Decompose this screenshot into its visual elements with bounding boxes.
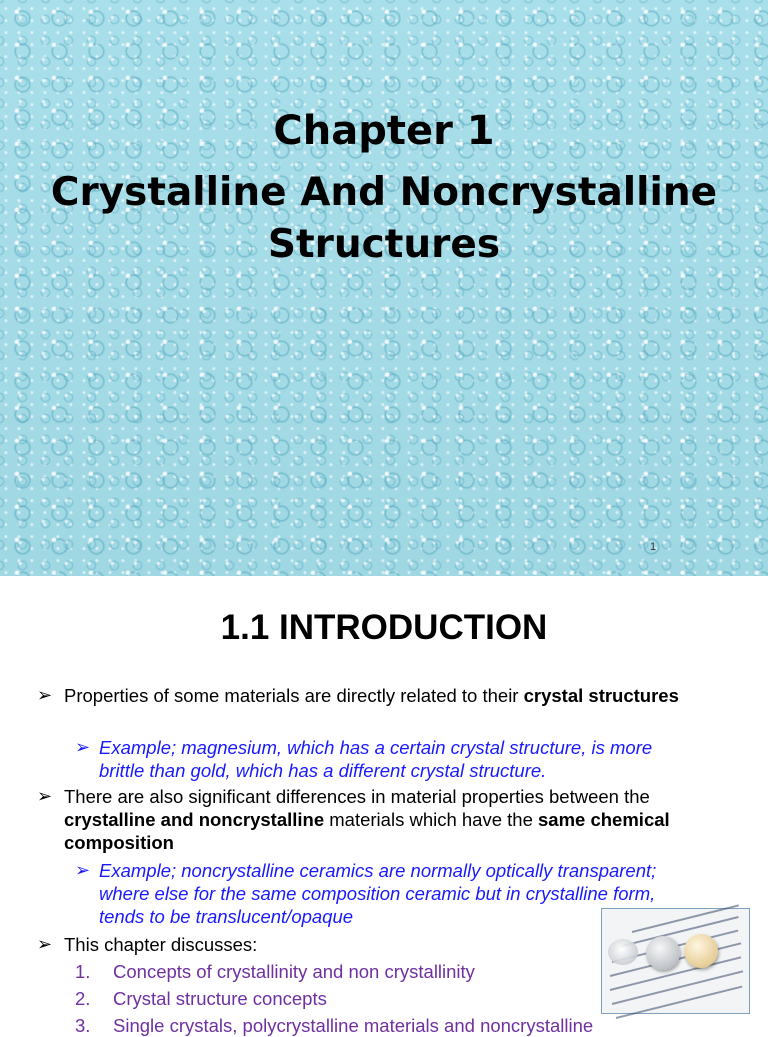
- example-text: Example; noncrystalline ceramics are normally optically transparent; where else for the same composition ceramic but in crystalline form, tends to be translucent/opaque: [99, 860, 657, 927]
- list-text: Single crystals, polycrystalline materials and noncrystalline: [113, 1015, 594, 1036]
- bullet-text: This chapter discusses:: [64, 934, 258, 955]
- glass-bead: [608, 939, 638, 965]
- list-text: Concepts of crystallinity and non crystallinity: [113, 961, 475, 982]
- chapter-subtitle-line1: Crystalline And Noncrystalline: [50, 170, 718, 215]
- list-number: 1.: [75, 961, 91, 982]
- section-heading: 1.1 INTRODUCTION: [220, 608, 548, 647]
- list-number: 3.: [75, 1015, 91, 1036]
- image-text-line: [616, 986, 743, 1019]
- coins-on-text-image: [601, 908, 750, 1014]
- bullet-text: There are also significant differences in material properties between the: [64, 786, 650, 807]
- chapter-title: Chapter 1: [273, 108, 495, 154]
- bullet-text: Properties of some materials are directly related to their: [64, 685, 524, 706]
- slide-number: 1: [650, 541, 657, 553]
- list-number: 2.: [75, 988, 91, 1009]
- arrow-bullet-icon: ➢: [37, 786, 53, 806]
- example-text: Example; magnesium, which has a certain crystal structure, is more brittle than gold, which has a different crystal structure.: [99, 737, 653, 781]
- list-text: Crystal structure concepts: [113, 988, 327, 1009]
- bullet-text: materials which have the: [324, 809, 539, 830]
- arrow-bullet-icon: ➢: [37, 934, 53, 954]
- bullet-bold-text: same chemical composition: [64, 809, 670, 853]
- gold-coin: [684, 934, 718, 968]
- arrow-bullet-icon: ➢: [75, 860, 91, 880]
- bullet-bold-text: crystalline and noncrystalline: [64, 809, 325, 830]
- chapter-subtitle-line2: Structures: [267, 222, 501, 267]
- image-text-line: [612, 970, 743, 1005]
- bullet-bold-text: crystal structures: [523, 685, 679, 706]
- introduction-slide: [0, 576, 768, 1036]
- silver-coin: [646, 936, 680, 970]
- arrow-bullet-icon: ➢: [37, 685, 53, 705]
- arrow-bullet-icon: ➢: [75, 737, 91, 757]
